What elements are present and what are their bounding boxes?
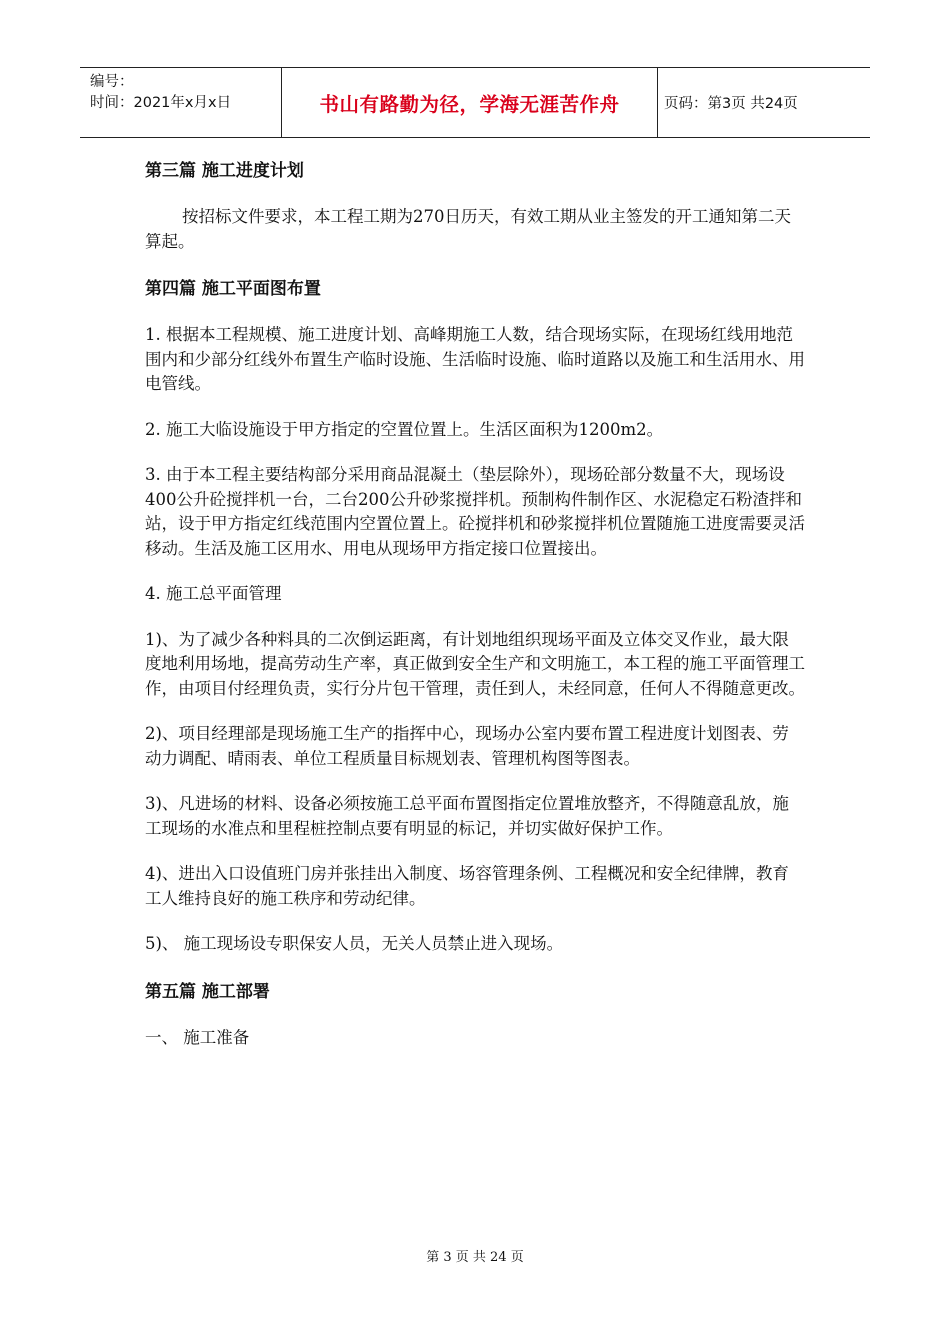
section-4-item-3: 3. 由于本工程主要结构部分采用商品混凝土（垫层除外），现场砼部分数量不大，现场设400公升砼搅拌机一台，二台200公升砂浆搅拌机。预制构件制作区、水泥稳定石粉渣拌和站，设于甲方指定红线范围内空置位置上。砼搅拌机和砂浆搅拌机位置随施工进度需要灵活移动。生活及施工区用水、用电从现场甲方指定接口位置接出。 bbox=[145, 465, 805, 558]
section-4-subitem-1: 1)、为了减少各种料具的二次倒运距离，有计划地组织现场平面及立体交叉作业，最大限度地利用场地，提高劳动生产率，真正做到安全生产和文明施工，本工程的施工平面管理工作，由项目付经理负责，实行分片包干管理，责任到人，未经同意，任何人不得随意更改。 bbox=[145, 629, 805, 698]
document-date: 时间：2021年x月x日 bbox=[90, 95, 232, 111]
section-4-item-4: 4. 施工总平面管理 bbox=[145, 584, 282, 603]
section-5-title: 第五篇 施工部署 bbox=[145, 981, 270, 1002]
section-4-subitem-4: 4)、进出入口设值班门房并张挂出入制度、场容管理条例、工程概况和安全纪律牌，教育工人维持良好的施工秩序和劳动纪律。 bbox=[145, 864, 789, 908]
section-3-title: 第三篇 施工进度计划 bbox=[145, 161, 304, 181]
document-number: 编号： bbox=[90, 74, 134, 90]
section-4-subitem-2: 2)、项目经理部是现场施工生产的指挥中心，现场办公室内要布置工程进度计划图表、劳动力调配、晴雨表、单位工程质量目标规划表、管理机构图等图表。 bbox=[145, 724, 789, 768]
section-5-subheading: 一、 施工准备 bbox=[145, 1027, 250, 1047]
section-4-subitem-5: 5)、 施工现场设专职保安人员，无关人员禁止进入现场。 bbox=[145, 934, 564, 953]
section-4-title: 第四篇 施工平面图布置 bbox=[145, 279, 321, 299]
document-body bbox=[145, 158, 805, 1050]
header-motto: 书山有路勤为径，学海无涯苦作舟 bbox=[319, 92, 620, 116]
section-4-item-1: 1. 根据本工程规模、施工进度计划、高峰期施工人数，结合现场实际，在现场红线用地范围内和少部分红线外布置生产临时设施、生活临时设施、临时道路以及施工和生活用水、用电管线。 bbox=[145, 325, 805, 393]
section-3-paragraph: 按招标文件要求，本工程工期为270日历天，有效工期从业主签发的开工通知第二天算起。 bbox=[145, 207, 791, 251]
header-page-info: 页码：第3页 共24页 bbox=[664, 96, 798, 112]
section-4-subitem-3: 3)、凡进场的材料、设备必须按施工总平面布置图指定位置堆放整齐，不得随意乱放，施工现场的水准点和里程桩控制点要有明显的标记，并切实做好保护工作。 bbox=[145, 794, 789, 838]
header-motto-cell bbox=[282, 68, 658, 137]
page-footer: 第 3 页 共 24 页 bbox=[426, 1250, 524, 1265]
header-meta bbox=[80, 68, 282, 137]
page-header bbox=[80, 67, 870, 138]
section-4-item-2: 2. 施工大临设施设于甲方指定的空置位置上。生活区面积为1200m2。 bbox=[145, 419, 664, 439]
